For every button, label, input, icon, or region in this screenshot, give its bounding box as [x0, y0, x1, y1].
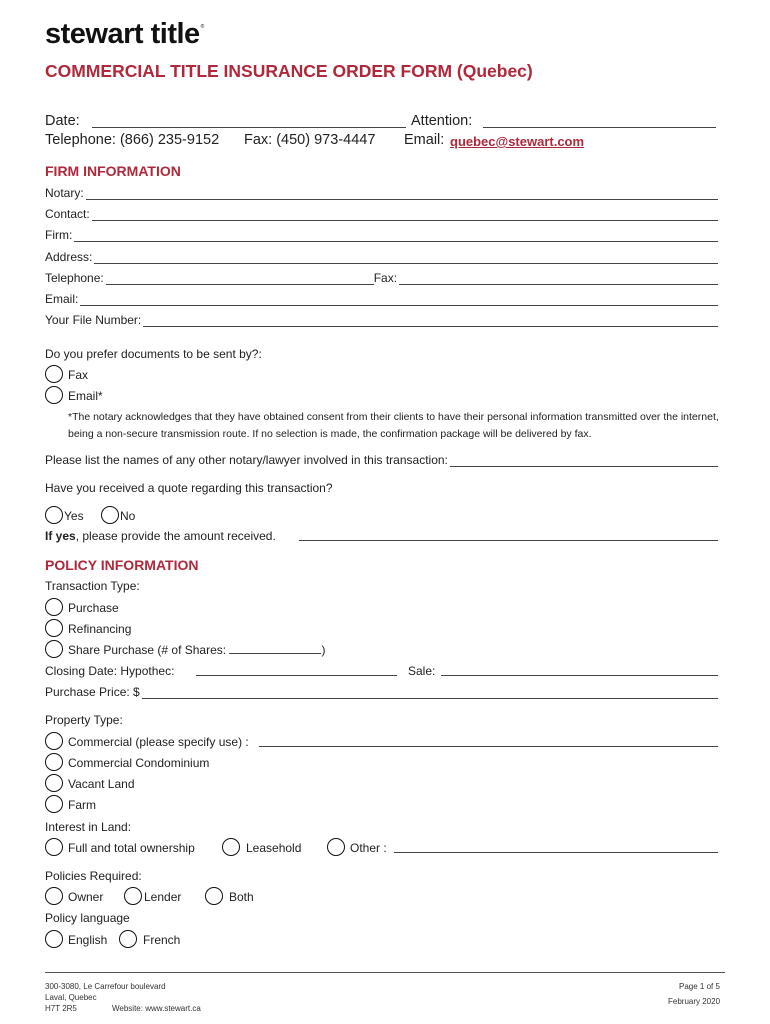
french-radio[interactable]	[119, 930, 137, 948]
leasehold-label: Leasehold	[246, 841, 302, 855]
quote-no-label: No	[120, 509, 136, 523]
footer-address-line1: 300-3080, Le Carrefour boulevard	[45, 982, 166, 991]
english-label: English	[68, 933, 108, 947]
commercial-use-line[interactable]	[259, 736, 718, 747]
interest-in-land-label: Interest in Land:	[45, 820, 132, 834]
condo-label: Commercial Condominium	[68, 756, 210, 770]
address-field[interactable]	[45, 250, 718, 264]
quote-amount-line[interactable]	[299, 530, 718, 541]
telephone-line[interactable]	[106, 274, 374, 285]
revision-date: February 2020	[668, 997, 721, 1006]
quote-yes-radio[interactable]	[45, 506, 63, 524]
email-link[interactable]: quebec@stewart.com	[450, 134, 585, 149]
both-label: Both	[229, 890, 254, 904]
other-notary-field[interactable]	[45, 453, 718, 467]
english-radio[interactable]	[45, 930, 63, 948]
email-radio[interactable]	[45, 386, 63, 404]
owner-label: Owner	[68, 890, 104, 904]
delivery-question: Do you prefer documents to be sent by?:	[45, 347, 262, 361]
notary-field[interactable]	[45, 186, 718, 200]
lender-label: Lender	[144, 890, 182, 904]
footer-divider	[45, 972, 725, 973]
firm-information-heading: FIRM INFORMATION	[45, 163, 181, 179]
contact-line[interactable]	[92, 210, 718, 221]
purchase-label: Purchase	[68, 601, 119, 615]
email-line[interactable]	[80, 295, 718, 306]
consent-note: *The notary acknowledges that they have obtained consent from their clients to have their personal information transmitted over the internet, being a non-secure transmission route. If no selection is made, the confirmation package will be delivered by fax.	[68, 411, 719, 440]
hypothec-line[interactable]	[196, 665, 397, 676]
email-field[interactable]	[45, 292, 718, 306]
address-label: Address:	[45, 250, 93, 264]
contact-label: Contact:	[45, 207, 90, 221]
full-ownership-label: Full and total ownership	[68, 841, 195, 855]
farm-radio[interactable]	[45, 795, 63, 813]
vacant-land-radio[interactable]	[45, 774, 63, 792]
fax-radio[interactable]	[45, 365, 63, 383]
purchase-price-line[interactable]	[142, 688, 718, 699]
condo-radio[interactable]	[45, 753, 63, 771]
page-number: Page 1 of 5	[679, 982, 720, 991]
file-number-label: Your File Number:	[45, 313, 142, 327]
quote-yes-label: Yes	[64, 509, 84, 523]
other-interest-label: Other :	[350, 841, 387, 855]
contact-field[interactable]	[45, 207, 718, 221]
sale-line[interactable]	[441, 665, 718, 676]
farm-label: Farm	[68, 798, 96, 812]
other-interest-line[interactable]	[394, 842, 718, 853]
telephone-text: Telephone: (866) 235-9152	[45, 132, 220, 148]
refinancing-radio[interactable]	[45, 619, 63, 637]
policies-required-label: Policies Required:	[45, 869, 142, 883]
telephone-fax-field[interactable]	[45, 271, 718, 285]
purchase-price-field[interactable]	[45, 685, 718, 699]
commercial-radio[interactable]	[45, 732, 63, 750]
vacant-land-label: Vacant Land	[68, 777, 135, 791]
address-line[interactable]	[94, 253, 718, 264]
owner-radio[interactable]	[45, 887, 63, 905]
quote-amount-label: If yes, please provide the amount received.	[45, 529, 276, 543]
file-number-field[interactable]	[45, 313, 718, 327]
shares-line[interactable]	[229, 643, 321, 654]
attention-field[interactable]	[483, 113, 716, 128]
footer-address-line2: Laval, Quebec	[45, 993, 97, 1002]
commercial-label: Commercial (please specify use) :	[68, 735, 249, 749]
quote-no-radio[interactable]	[101, 506, 119, 524]
email-field-label: Email:	[45, 292, 79, 306]
policy-information-heading: POLICY INFORMATION	[45, 557, 199, 573]
fax-line[interactable]	[399, 274, 718, 285]
purchase-price-label: Purchase Price: $	[45, 685, 140, 699]
file-number-line[interactable]	[143, 316, 718, 327]
fax-text: Fax: (450) 973-4447	[244, 132, 376, 148]
date-label: Date:	[45, 113, 80, 129]
firm-line[interactable]	[74, 231, 718, 242]
telephone-label: Telephone:	[45, 271, 104, 285]
policy-language-label: Policy language	[45, 911, 130, 925]
share-purchase-label: Share Purchase (# of Shares: )	[68, 643, 326, 657]
purchase-radio[interactable]	[45, 598, 63, 616]
notary-line[interactable]	[86, 189, 718, 200]
stewart-title-logo: stewart title®	[45, 18, 204, 50]
date-field[interactable]	[92, 113, 406, 128]
notary-label: Notary:	[45, 186, 84, 200]
refinancing-label: Refinancing	[68, 622, 132, 636]
transaction-type-label: Transaction Type:	[45, 579, 140, 593]
form-title: COMMERCIAL TITLE INSURANCE ORDER FORM (Quebec)	[45, 61, 533, 81]
footer-postal-code: H7T 2R5	[45, 1004, 77, 1013]
email-option-label: Email*	[68, 389, 103, 403]
quote-question: Have you received a quote regarding this transaction?	[45, 481, 333, 495]
other-interest-radio[interactable]	[327, 838, 345, 856]
email-label: Email:	[404, 132, 445, 148]
share-purchase-radio[interactable]	[45, 640, 63, 658]
both-radio[interactable]	[205, 887, 223, 905]
closing-date-label: Closing Date: Hypothec:	[45, 664, 175, 678]
lender-radio[interactable]	[124, 887, 142, 905]
leasehold-radio[interactable]	[222, 838, 240, 856]
french-label: French	[143, 933, 181, 947]
property-type-label: Property Type:	[45, 713, 123, 727]
fax-label: Fax:	[373, 271, 398, 285]
fax-option-label: Fax	[68, 368, 89, 382]
firm-label: Firm:	[45, 228, 73, 242]
other-notary-label: Please list the names of any other notary/lawyer involved in this transaction:	[45, 453, 448, 467]
full-ownership-radio[interactable]	[45, 838, 63, 856]
footer-website: Website: www.stewart.ca	[112, 1004, 201, 1013]
firm-field[interactable]	[45, 228, 718, 242]
attention-label: Attention:	[411, 113, 473, 129]
other-notary-line[interactable]	[450, 456, 718, 467]
sale-label: Sale:	[408, 664, 436, 678]
